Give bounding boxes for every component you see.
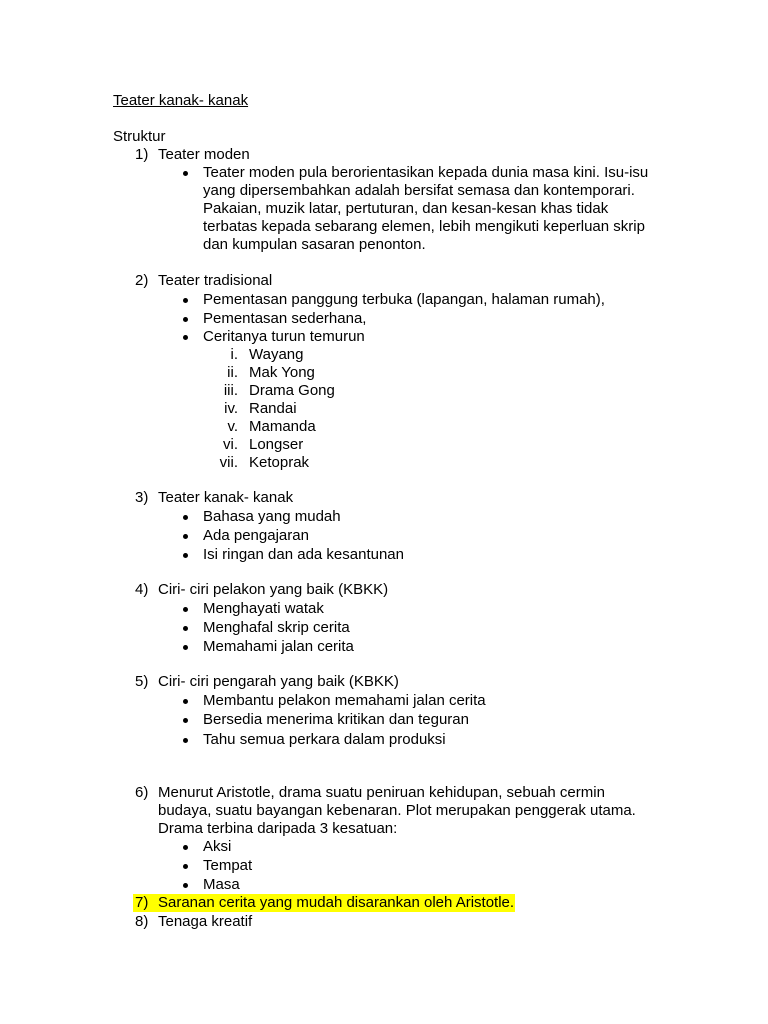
list-item bbox=[180, 838, 231, 856]
bullet-icon bbox=[183, 171, 188, 176]
list-item bbox=[180, 508, 341, 526]
list-item-text: Masa bbox=[203, 876, 240, 893]
list-item-text: Bersedia menerima kritikan dan teguran bbox=[203, 711, 469, 728]
roman-item-text: Wayang bbox=[249, 346, 304, 363]
bullet-icon bbox=[183, 718, 188, 723]
roman-item-text: Longser bbox=[249, 436, 304, 453]
bullet-icon bbox=[183, 626, 188, 631]
list-item bbox=[180, 527, 309, 545]
roman-numeral: ii. bbox=[227, 364, 238, 381]
highlighted-item bbox=[133, 894, 515, 912]
roman-list-item bbox=[200, 418, 316, 436]
list-item-text: Memahami jalan cerita bbox=[203, 638, 354, 655]
list-item-text: Membantu pelakon memahami jalan cerita bbox=[203, 692, 486, 709]
roman-numeral: iii. bbox=[223, 382, 238, 399]
list-item bbox=[180, 164, 648, 182]
item-label: Tenaga kreatif bbox=[158, 913, 253, 930]
roman-numeral: vii. bbox=[219, 454, 238, 471]
bullet-icon bbox=[183, 553, 188, 558]
item-label: Ciri- ciri pengarah yang baik (KBKK) bbox=[158, 673, 399, 690]
list-item bbox=[180, 291, 605, 309]
roman-numeral: i. bbox=[230, 346, 238, 363]
list-item-text: Bahasa yang mudah bbox=[203, 508, 341, 525]
list-item-text: Teater moden pula berorientasikan kepada dunia masa kini. Isu-isu bbox=[203, 164, 649, 181]
list-item-text: Pementasan sederhana, bbox=[203, 310, 367, 327]
item-label: Menurut Aristotle, drama suatu peniruan kehidupan, sebuah cermin bbox=[158, 784, 605, 801]
list-item-text: Ceritanya turun temurun bbox=[203, 328, 365, 345]
item-number: 2) bbox=[135, 272, 149, 289]
list-item-continuation: yang dipersembahkan adalah bersifat semasa dan kontemporari. bbox=[203, 182, 635, 199]
bullet-icon bbox=[183, 845, 188, 850]
list-item-text: Isi ringan dan ada kesantunan bbox=[203, 546, 404, 563]
item-number: 4) bbox=[135, 581, 149, 598]
bullet-icon bbox=[183, 298, 188, 303]
numbered-item bbox=[135, 489, 293, 507]
numbered-item bbox=[135, 146, 250, 164]
item-label: Teater tradisional bbox=[158, 272, 273, 289]
bullet-icon bbox=[183, 317, 188, 322]
roman-numeral: iv. bbox=[224, 400, 238, 417]
item-number: 6) bbox=[135, 784, 149, 801]
list-item bbox=[180, 310, 366, 328]
numbered-item bbox=[135, 272, 272, 290]
item-label: Ciri- ciri pelakon yang baik (KBKK) bbox=[158, 581, 389, 598]
list-item bbox=[180, 876, 240, 894]
list-item-text: Tempat bbox=[203, 857, 253, 874]
item-label: Saranan cerita yang mudah disarankan oleh Aristotle. bbox=[158, 894, 515, 911]
bullet-icon bbox=[183, 864, 188, 869]
bullet-icon bbox=[183, 515, 188, 520]
list-item bbox=[180, 731, 446, 749]
roman-numeral: vi. bbox=[223, 436, 238, 453]
roman-numeral: v. bbox=[227, 418, 238, 435]
bullet-icon bbox=[183, 645, 188, 650]
roman-list-item bbox=[200, 364, 315, 382]
item-continuation: Drama terbina daripada 3 kesatuan: bbox=[158, 820, 398, 837]
list-item-text: Aksi bbox=[203, 838, 232, 855]
list-item bbox=[180, 711, 469, 729]
list-item bbox=[180, 546, 404, 564]
roman-list-item bbox=[200, 436, 303, 454]
numbered-item bbox=[135, 784, 605, 802]
list-item-continuation: dan kumpulan sasaran penonton. bbox=[203, 236, 426, 253]
numbered-item bbox=[135, 913, 252, 931]
bullet-icon bbox=[183, 534, 188, 539]
list-item-text: Menghayati watak bbox=[203, 600, 324, 617]
roman-list-item bbox=[200, 400, 297, 418]
list-item bbox=[180, 619, 350, 637]
item-label: Teater kanak- kanak bbox=[158, 489, 294, 506]
list-item bbox=[180, 638, 354, 656]
list-item bbox=[180, 692, 486, 710]
list-item-text: Tahu semua perkara dalam produksi bbox=[203, 731, 446, 748]
roman-item-text: Ketoprak bbox=[249, 454, 310, 471]
list-item-continuation: terbatas kepada sebarang elemen, lebih mengikuti keperluan skrip bbox=[203, 218, 645, 235]
roman-item-text: Randai bbox=[249, 400, 297, 417]
list-item bbox=[180, 600, 324, 618]
bullet-icon bbox=[183, 738, 188, 743]
item-number: 5) bbox=[135, 673, 149, 690]
list-item-continuation: Pakaian, muzik latar, pertuturan, dan kesan-kesan khas tidak bbox=[203, 200, 609, 217]
document-title: Teater kanak- kanak bbox=[113, 92, 249, 109]
list-item-text: Pementasan panggung terbuka (lapangan, halaman rumah), bbox=[203, 291, 605, 308]
list-item-text: Ada pengajaran bbox=[203, 527, 309, 544]
bullet-icon bbox=[183, 607, 188, 612]
section-heading: Struktur bbox=[113, 128, 166, 145]
roman-list-item bbox=[200, 346, 303, 364]
roman-list-item bbox=[200, 454, 309, 472]
item-number: 7) bbox=[135, 894, 149, 911]
bullet-icon bbox=[183, 335, 188, 340]
roman-list-item bbox=[200, 382, 335, 400]
numbered-item bbox=[135, 581, 388, 599]
item-continuation: budaya, suatu bayangan kebenaran. Plot merupakan penggerak utama. bbox=[158, 802, 636, 819]
item-label: Teater moden bbox=[158, 146, 250, 163]
list-item bbox=[180, 857, 252, 875]
roman-item-text: Drama Gong bbox=[249, 382, 335, 399]
list-item-text: Menghafal skrip cerita bbox=[203, 619, 350, 636]
item-number: 3) bbox=[135, 489, 149, 506]
item-number: 1) bbox=[135, 146, 149, 163]
roman-item-text: Mak Yong bbox=[249, 364, 315, 381]
numbered-item bbox=[135, 673, 399, 691]
roman-item-text: Mamanda bbox=[249, 418, 316, 435]
bullet-icon bbox=[183, 699, 188, 704]
bullet-icon bbox=[183, 883, 188, 888]
list-item bbox=[180, 328, 365, 346]
item-number: 8) bbox=[135, 913, 149, 930]
